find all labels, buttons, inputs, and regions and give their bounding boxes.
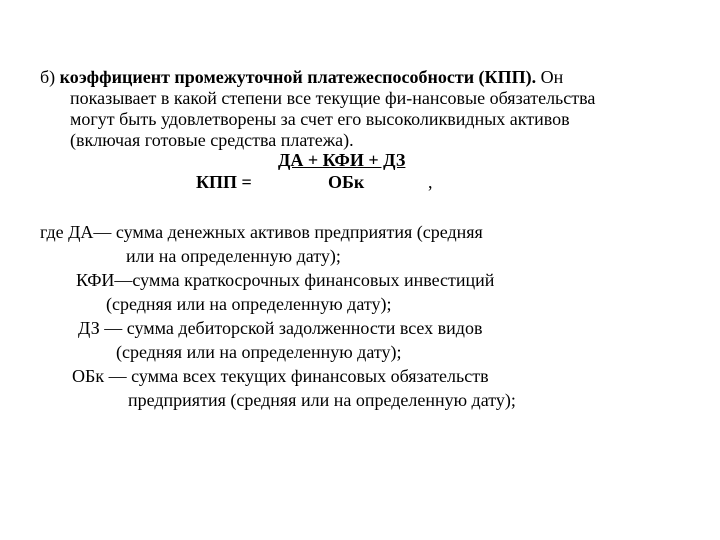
formula-denominator: ОБк bbox=[328, 172, 365, 192]
formula-lhs: КПП = bbox=[196, 172, 252, 192]
definition-line-3: могут быть удовлетворены за счет его высоколиквидных активов bbox=[70, 109, 570, 129]
legend-kfi-line-1: КФИ—сумма краткосрочных финансовых инвестиций bbox=[76, 270, 495, 290]
legend-dz-line-1: ДЗ — сумма дебиторской задолженности всех видов bbox=[78, 318, 483, 338]
legend-obk-line-2: предприятия (средняя или на определенную дату); bbox=[128, 390, 516, 410]
definition-line-1-tail: Он bbox=[536, 67, 564, 87]
legend-kfi-line-2: (средняя или на определенную дату); bbox=[106, 294, 392, 314]
formula-trailing-comma: , bbox=[428, 172, 433, 192]
definition-term: коэффициент промежуточной платежеспособности (КПП). bbox=[59, 67, 537, 87]
legend-da-line-2: или на определенную дату); bbox=[126, 246, 341, 266]
definition-line-2: показывает в какой степени все текущие фи-нансовые обязательства bbox=[70, 88, 596, 108]
formula-numerator: ДА + КФИ + ДЗ bbox=[278, 150, 406, 170]
definition-line-4: (включая готовые средства платежа). bbox=[70, 130, 354, 150]
legend-da-line-1: где ДА— сумма денежных активов предприятия (средняя bbox=[40, 222, 483, 242]
definition-prefix: б) bbox=[40, 67, 60, 87]
legend-dz-line-2: (средняя или на определенную дату); bbox=[116, 342, 402, 362]
legend-obk-line-1: ОБк — сумма всех текущих финансовых обязательств bbox=[72, 366, 489, 386]
definition-line-1 bbox=[40, 67, 563, 87]
